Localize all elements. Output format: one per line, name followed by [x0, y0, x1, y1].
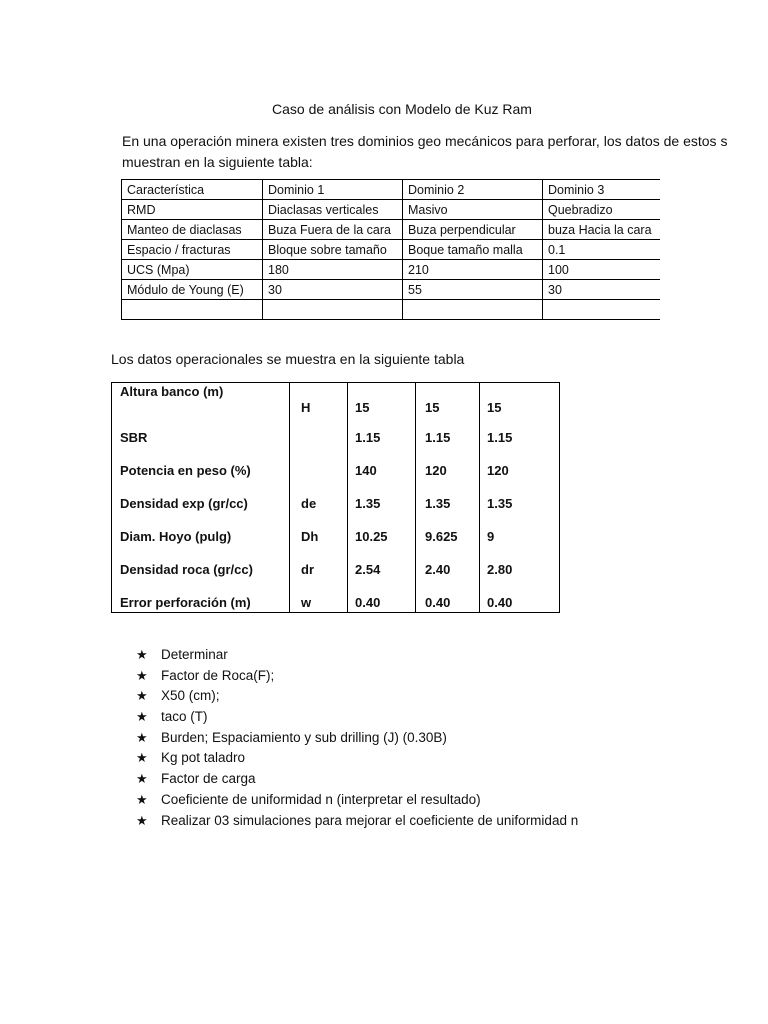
parameter-value: 140 — [355, 463, 377, 478]
list-item-text: Realizar 03 simulaciones para mejorar el coeficiente de uniformidad n — [161, 812, 579, 828]
table-cell: Dominio 1 — [263, 180, 403, 200]
parameter-value: 1.15 — [355, 430, 381, 445]
intro-line-2: muestran en la siguiente tabla: — [122, 154, 313, 170]
list-item-text: Factor de Roca(F); — [161, 667, 275, 683]
parameter-value: 10.25 — [355, 529, 388, 544]
table-cell — [543, 300, 660, 320]
list-item — [136, 790, 578, 811]
parameter-symbol: dr — [301, 562, 314, 577]
list-item — [136, 728, 578, 749]
table-row — [122, 280, 660, 300]
table-row — [122, 220, 660, 240]
table-cell: Manteo de diaclasas — [122, 220, 263, 240]
table-row — [122, 260, 660, 280]
list-item-text: Factor de carga — [161, 771, 256, 787]
table-cell: Dominio 3 — [543, 180, 660, 200]
intro-paragraph — [122, 131, 728, 173]
parameter-value: 2.80 — [487, 562, 513, 577]
parameter-value: 15 — [487, 400, 502, 415]
column-divider — [479, 383, 480, 612]
star-icon: ★ — [136, 688, 148, 704]
task-list — [136, 645, 578, 831]
parameter-label: Altura banco (m) — [120, 384, 224, 399]
parameter-symbol: Dh — [301, 529, 319, 544]
parameter-label: Error perforación (m) — [120, 595, 251, 610]
star-icon: ★ — [136, 791, 148, 807]
parameter-symbol: w — [301, 595, 312, 610]
column-divider — [347, 383, 348, 612]
list-item — [136, 686, 578, 707]
document-title — [0, 101, 768, 117]
table-cell: Módulo de Young (E) — [122, 280, 263, 300]
table-cell: buza Hacia la cara — [543, 220, 660, 240]
table-cell: 30 — [543, 280, 660, 300]
table-row — [122, 300, 660, 320]
table-cell: RMD — [122, 200, 263, 220]
domains-table — [121, 179, 660, 320]
list-item-text: Kg pot taladro — [161, 750, 246, 766]
star-icon: ★ — [136, 709, 148, 725]
table-cell: 0.1 — [543, 240, 660, 260]
list-item — [136, 811, 578, 832]
table-cell: Característica — [122, 180, 263, 200]
operational-heading-text: Los datos operacionales se muestra en la siguiente tabla — [111, 351, 465, 367]
star-icon: ★ — [136, 771, 148, 787]
list-item — [136, 645, 578, 666]
parameter-value: 15 — [425, 400, 440, 415]
parameter-label: SBR — [120, 430, 148, 445]
parameter-symbol: H — [301, 400, 311, 415]
table-cell: Bloque sobre tamaño — [263, 240, 403, 260]
parameter-value: 0.40 — [425, 595, 451, 610]
parameter-value: 1.35 — [487, 496, 513, 511]
list-item — [136, 707, 578, 728]
list-item-text: Coeficiente de uniformidad n (interpretar el resultado) — [161, 791, 481, 807]
table-cell: Diaclasas verticales — [263, 200, 403, 220]
table-row — [122, 200, 660, 220]
star-icon: ★ — [136, 647, 148, 662]
parameter-label: Potencia en peso (%) — [120, 463, 251, 478]
list-item-text: X50 (cm); — [161, 688, 220, 704]
parameter-value: 1.35 — [425, 496, 451, 511]
parameter-value: 2.54 — [355, 562, 381, 577]
list-item — [136, 748, 578, 769]
parameter-value: 15 — [355, 400, 370, 415]
table-cell — [122, 300, 263, 320]
star-icon: ★ — [136, 667, 148, 683]
list-item — [136, 769, 578, 790]
parameter-value: 1.35 — [355, 496, 381, 511]
list-item — [136, 666, 578, 687]
star-icon: ★ — [136, 750, 148, 766]
list-item-text: Determinar — [161, 647, 228, 662]
table-cell: 30 — [263, 280, 403, 300]
parameter-value: 2.40 — [425, 562, 451, 577]
table-cell: 100 — [543, 260, 660, 280]
parameter-value: 0.40 — [487, 595, 513, 610]
table-cell — [263, 300, 403, 320]
parameter-value: 120 — [425, 463, 447, 478]
parameter-label: Densidad exp (gr/cc) — [120, 496, 248, 511]
column-divider — [289, 383, 290, 612]
table-cell: Boque tamaño malla — [403, 240, 543, 260]
parameter-value: 0.40 — [355, 595, 381, 610]
table-row — [122, 240, 660, 260]
table-cell: 55 — [403, 280, 543, 300]
parameter-value: 1.15 — [487, 430, 513, 445]
table-cell: Quebradizo — [543, 200, 660, 220]
operational-data-table — [111, 382, 560, 613]
star-icon: ★ — [136, 729, 148, 745]
column-divider — [415, 383, 416, 612]
table-cell: Buza Fuera de la cara — [263, 220, 403, 240]
parameter-value: 9.625 — [425, 529, 458, 544]
list-item-text: Burden; Espaciamiento y sub drilling (J) (0.30B) — [161, 729, 447, 745]
table-cell: 180 — [263, 260, 403, 280]
parameter-value: 120 — [487, 463, 509, 478]
table-cell: Dominio 2 — [403, 180, 543, 200]
title-text: Caso de análisis con Modelo de Kuz Ram — [272, 101, 532, 117]
table-cell — [403, 300, 543, 320]
parameter-label: Densidad roca (gr/cc) — [120, 562, 253, 577]
parameter-value: 9 — [487, 529, 495, 544]
parameter-label: Diam. Hoyo (pulg) — [120, 529, 232, 544]
parameter-value: 1.15 — [425, 430, 451, 445]
table-cell: Espacio / fracturas — [122, 240, 263, 260]
table-cell: UCS (Mpa) — [122, 260, 263, 280]
table-cell: Masivo — [403, 200, 543, 220]
table-cell: 210 — [403, 260, 543, 280]
star-icon: ★ — [136, 812, 148, 828]
table-cell: Buza perpendicular — [403, 220, 543, 240]
parameter-symbol: de — [301, 496, 317, 511]
list-item-text: taco (T) — [161, 709, 208, 725]
operational-data-heading — [111, 351, 464, 367]
table-header-row — [122, 180, 660, 200]
intro-line-1: En una operación minera existen tres dominios geo mecánicos para perforar, los datos de estos s — [122, 133, 728, 149]
